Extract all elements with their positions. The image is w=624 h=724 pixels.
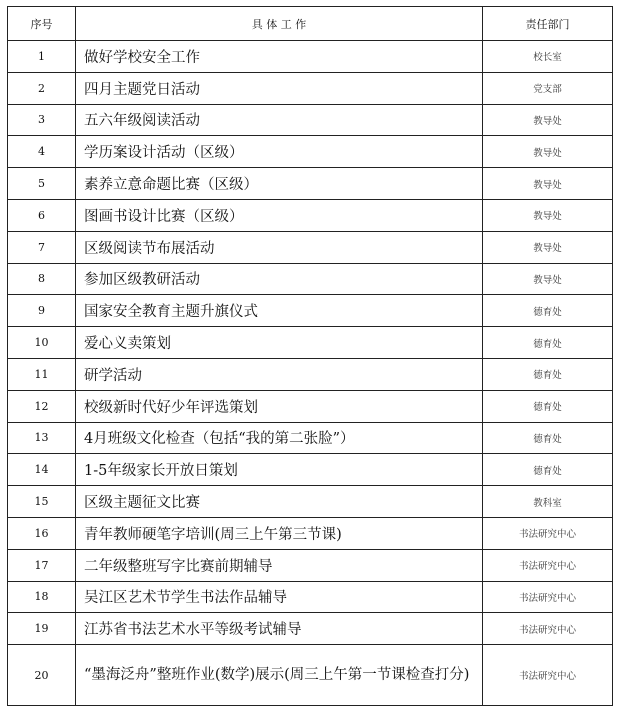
row-number: 1 [8, 41, 76, 73]
row-task: 江苏省书法艺术水平等级考试辅导 [76, 613, 483, 645]
row-department: 书法研究中心 [483, 645, 613, 706]
row-number: 18 [8, 581, 76, 613]
row-task: 五六年级阅读活动 [76, 104, 483, 136]
table-row [8, 327, 613, 359]
table-row [8, 168, 613, 200]
row-number: 7 [8, 231, 76, 263]
row-department: 教导处 [483, 168, 613, 200]
row-number: 15 [8, 486, 76, 518]
row-number: 10 [8, 327, 76, 359]
table-row [8, 72, 613, 104]
table-row [8, 613, 613, 645]
table-row [8, 549, 613, 581]
row-department: 书法研究中心 [483, 613, 613, 645]
row-task: 学历案设计活动（区级） [76, 136, 483, 168]
row-task: 青年教师硬笔字培训(周三上午第三节课) [76, 517, 483, 549]
row-task: “墨海泛舟”整班作业(数学)展示(周三上午第一节课检查打分) [76, 645, 483, 706]
row-number: 13 [8, 422, 76, 454]
table-row [8, 41, 613, 73]
row-department: 书法研究中心 [483, 581, 613, 613]
table-row [8, 199, 613, 231]
row-department: 书法研究中心 [483, 549, 613, 581]
row-task: 4月班级文化检查（包括“我的第二张脸”） [76, 422, 483, 454]
row-department: 教科室 [483, 486, 613, 518]
table-row [8, 295, 613, 327]
row-task: 区级阅读节布展活动 [76, 231, 483, 263]
row-task: 二年级整班写字比赛前期辅导 [76, 549, 483, 581]
row-number: 16 [8, 517, 76, 549]
row-number: 3 [8, 104, 76, 136]
row-number: 2 [8, 72, 76, 104]
row-number: 4 [8, 136, 76, 168]
row-number: 12 [8, 390, 76, 422]
header-task: 具 体 工 作 [76, 7, 483, 41]
row-department: 德育处 [483, 327, 613, 359]
table-row [8, 358, 613, 390]
table-row [8, 454, 613, 486]
row-task: 校级新时代好少年评选策划 [76, 390, 483, 422]
row-task: 研学活动 [76, 358, 483, 390]
table-row [8, 422, 613, 454]
row-department: 教导处 [483, 136, 613, 168]
table-row [8, 645, 613, 706]
row-number: 11 [8, 358, 76, 390]
row-department: 德育处 [483, 454, 613, 486]
row-department: 德育处 [483, 295, 613, 327]
table-row [8, 486, 613, 518]
row-number: 8 [8, 263, 76, 295]
row-number: 19 [8, 613, 76, 645]
row-number: 6 [8, 199, 76, 231]
row-task: 爱心义卖策划 [76, 327, 483, 359]
row-task: 吴江区艺术节学生书法作品辅导 [76, 581, 483, 613]
row-task: 做好学校安全工作 [76, 41, 483, 73]
table-row [8, 517, 613, 549]
row-task: 四月主题党日活动 [76, 72, 483, 104]
row-department: 德育处 [483, 390, 613, 422]
row-task: 素养立意命题比赛（区级） [76, 168, 483, 200]
row-number: 5 [8, 168, 76, 200]
header-number: 序号 [8, 7, 76, 41]
table-row [8, 263, 613, 295]
row-task: 图画书设计比赛（区级） [76, 199, 483, 231]
row-number: 20 [8, 645, 76, 706]
table-row [8, 104, 613, 136]
row-task: 参加区级教研活动 [76, 263, 483, 295]
header-department: 责任部门 [483, 7, 613, 41]
table-row [8, 581, 613, 613]
work-table [7, 6, 613, 706]
row-department: 德育处 [483, 358, 613, 390]
row-number: 14 [8, 454, 76, 486]
row-number: 9 [8, 295, 76, 327]
row-department: 校长室 [483, 41, 613, 73]
row-department: 教导处 [483, 199, 613, 231]
row-task: 国家安全教育主题升旗仪式 [76, 295, 483, 327]
table-header-row [8, 7, 613, 41]
row-department: 教导处 [483, 263, 613, 295]
row-department: 教导处 [483, 231, 613, 263]
table-row [8, 390, 613, 422]
row-number: 17 [8, 549, 76, 581]
row-task: 区级主题征文比赛 [76, 486, 483, 518]
row-department: 德育处 [483, 422, 613, 454]
row-department: 党支部 [483, 72, 613, 104]
row-task: 1-5年级家长开放日策划 [76, 454, 483, 486]
row-department: 教导处 [483, 104, 613, 136]
table-row [8, 136, 613, 168]
row-department: 书法研究中心 [483, 517, 613, 549]
table-row [8, 231, 613, 263]
